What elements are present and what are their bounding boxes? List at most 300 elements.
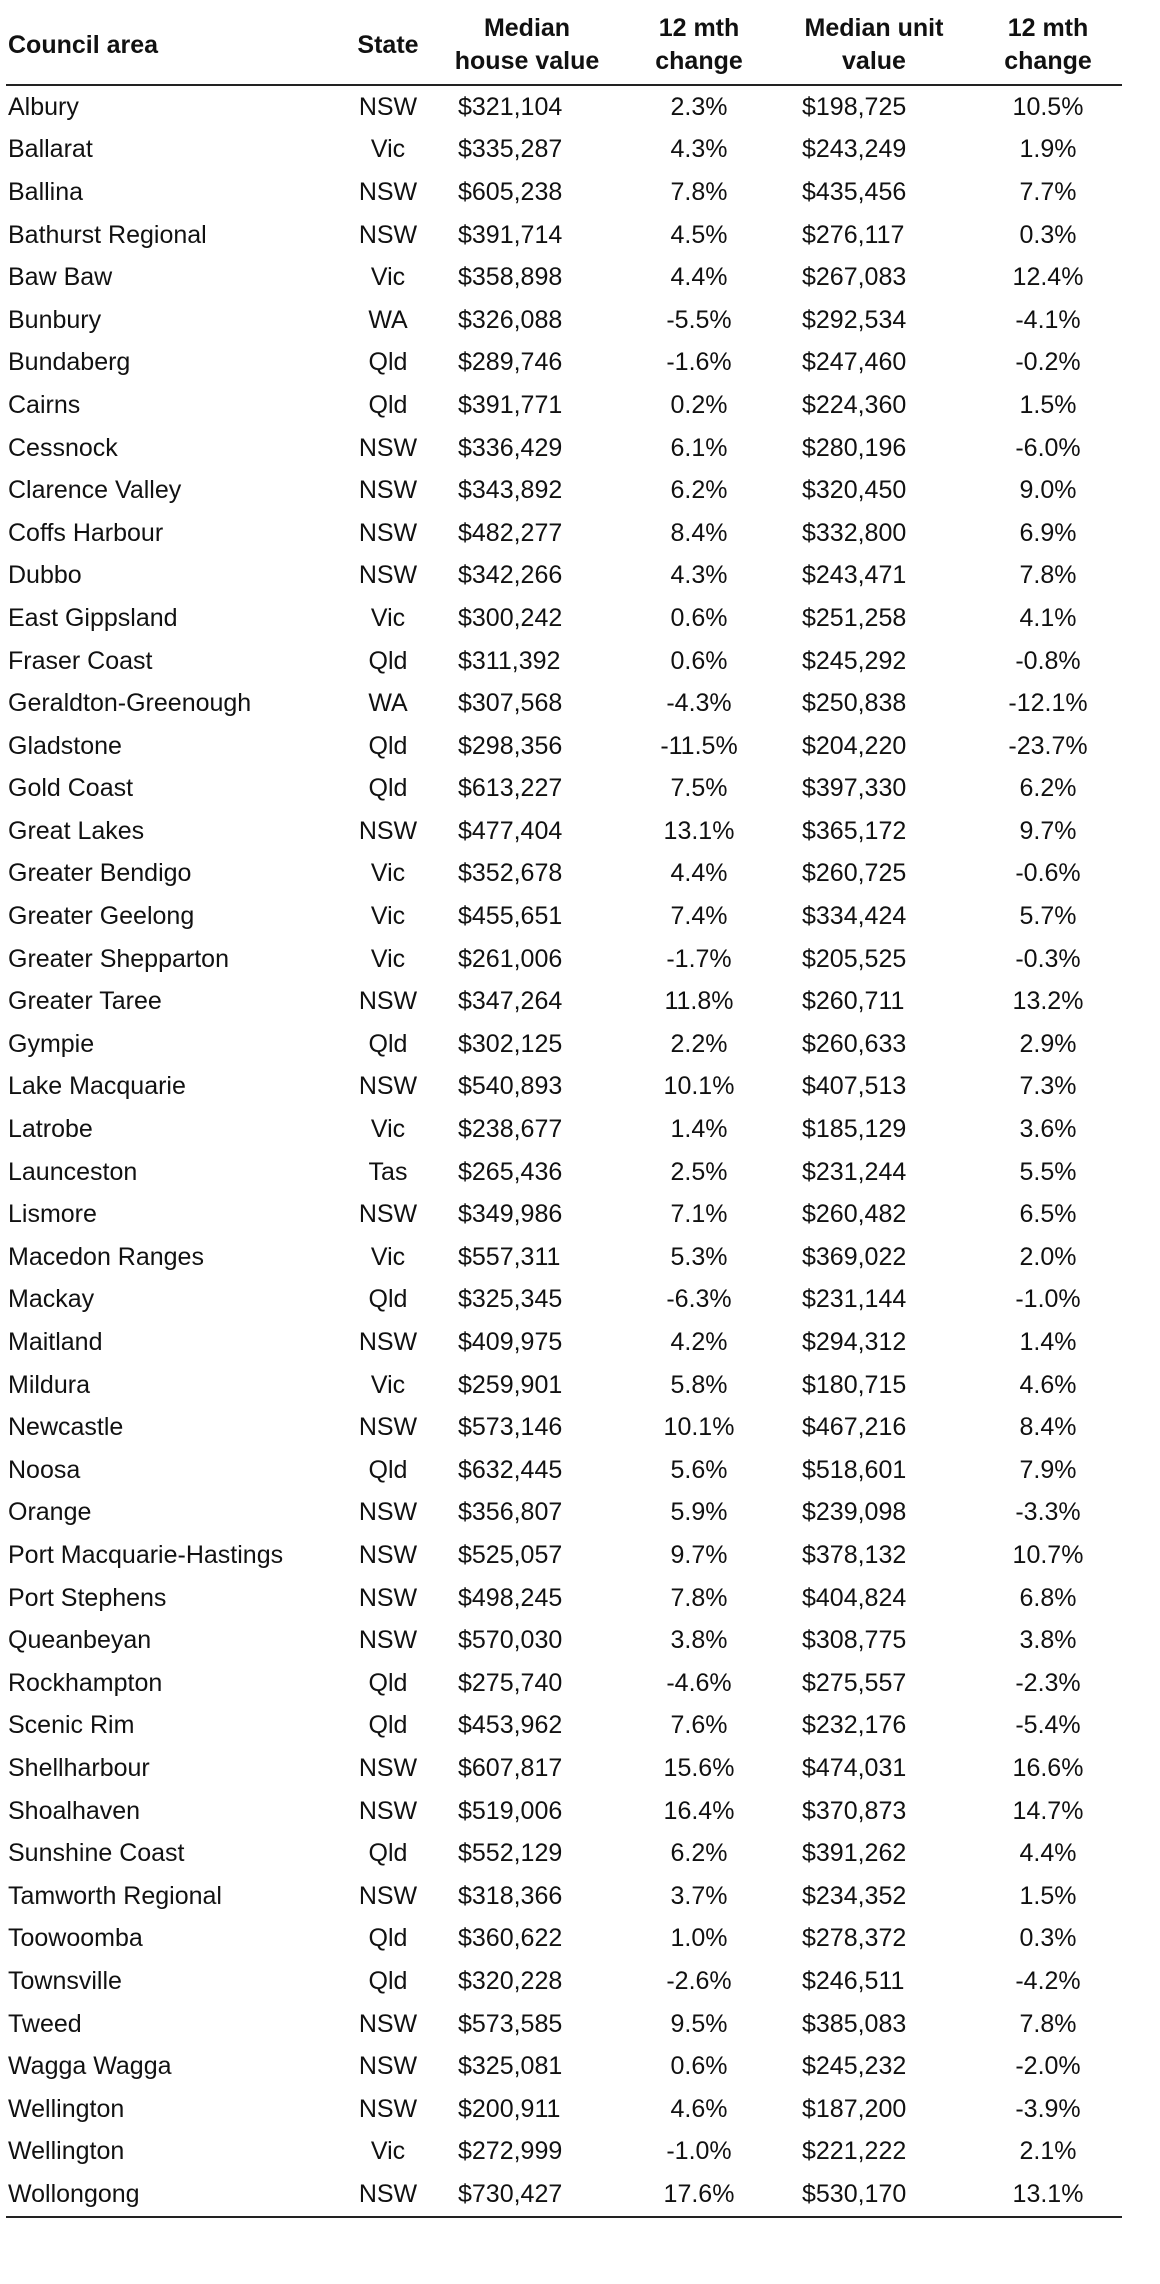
cell-median-unit-value: $292,534 (802, 305, 907, 334)
cell-median-house-value: $347,264 (458, 987, 563, 1016)
cell-median-unit-value: $198,725 (802, 92, 907, 121)
cell-house-change: 4.4% (670, 263, 728, 292)
cell-state: NSW (358, 1200, 418, 1229)
table-row (6, 1492, 1122, 1535)
table-row (6, 1619, 1122, 1662)
table-row (6, 384, 1122, 427)
header-house-change (624, 6, 774, 85)
cell-state: Qld (368, 774, 408, 803)
cell-unit-change: 3.8% (1019, 1626, 1077, 1655)
cell-median-unit-value: $518,601 (802, 1455, 907, 1484)
table-row (6, 469, 1122, 512)
cell-median-house-value: $613,227 (458, 774, 563, 803)
table-row (6, 980, 1122, 1023)
cell-house-change: 5.3% (670, 1242, 728, 1271)
cell-state: NSW (358, 1498, 418, 1527)
cell-council-area: Port Macquarie-Hastings (8, 1540, 284, 1569)
cell-house-change: 5.9% (670, 1498, 728, 1527)
cell-unit-change: 9.7% (1019, 816, 1077, 845)
cell-state: NSW (358, 987, 418, 1016)
table-row (6, 2088, 1122, 2131)
cell-unit-change: 4.1% (1019, 603, 1077, 632)
cell-unit-change: -3.3% (1015, 1498, 1081, 1527)
cell-state: NSW (358, 1072, 418, 1101)
cell-median-unit-value: $221,222 (802, 2137, 907, 2166)
cell-house-change: 7.8% (670, 1583, 728, 1612)
cell-median-unit-value: $397,330 (802, 774, 907, 803)
cell-house-change: 9.7% (670, 1540, 728, 1569)
table-body (6, 85, 1122, 2217)
header-state: State (346, 6, 430, 85)
cell-council-area: Queanbeyan (8, 1626, 152, 1655)
cell-median-unit-value: $278,372 (802, 1924, 907, 1953)
header-unit-change (974, 6, 1122, 85)
cell-unit-change: -2.3% (1015, 1668, 1081, 1697)
cell-council-area: Tamworth Regional (8, 1881, 222, 1910)
cell-unit-change: 7.7% (1019, 177, 1077, 206)
cell-house-change: 4.4% (670, 859, 728, 888)
cell-median-house-value: $343,892 (458, 476, 563, 505)
cell-unit-change: 6.9% (1019, 518, 1077, 547)
cell-unit-change: 1.4% (1019, 1328, 1077, 1357)
table-row (6, 1279, 1122, 1322)
cell-council-area: Bunbury (8, 305, 102, 334)
cell-house-change: 10.1% (663, 1072, 735, 1101)
cell-state: Vic (370, 603, 406, 632)
cell-council-area: Orange (8, 1498, 92, 1527)
table-row (6, 555, 1122, 598)
table-row (6, 1364, 1122, 1407)
cell-council-area: Rockhampton (8, 1668, 163, 1697)
cell-median-unit-value: $204,220 (802, 731, 907, 760)
cell-unit-change: 13.2% (1012, 987, 1084, 1016)
cell-median-house-value: $342,266 (458, 561, 563, 590)
cell-median-house-value: $200,911 (458, 2094, 561, 2123)
cell-median-unit-value: $205,525 (802, 944, 907, 973)
cell-unit-change: 1.5% (1019, 390, 1077, 419)
cell-house-change: 7.6% (670, 1711, 728, 1740)
cell-unit-change: 16.6% (1012, 1753, 1084, 1782)
cell-median-unit-value: $275,557 (802, 1668, 907, 1697)
cell-council-area: Scenic Rim (8, 1711, 135, 1740)
cell-house-change: 4.6% (670, 2094, 728, 2123)
cell-unit-change: 13.1% (974, 2173, 1122, 2217)
cell-median-unit-value: $407,513 (802, 1072, 907, 1101)
table-row (6, 1832, 1122, 1875)
cell-unit-change: 14.7% (1012, 1796, 1084, 1825)
cell-state: NSW (358, 1328, 418, 1357)
table-row (6, 1747, 1122, 1790)
cell-house-change: -6.3% (666, 1285, 732, 1314)
cell-state: NSW (358, 476, 418, 505)
cell-median-house-value: $552,129 (458, 1839, 563, 1868)
cell-median-unit-value: $391,262 (802, 1839, 907, 1868)
table-row (6, 1960, 1122, 2003)
cell-council-area: Wollongong (6, 2173, 346, 2217)
cell-state: Vic (370, 944, 406, 973)
cell-median-house-value: $352,678 (458, 859, 563, 888)
cell-median-house-value: $573,585 (458, 2009, 563, 2038)
cell-house-change: 3.7% (670, 1881, 728, 1910)
cell-council-area: Baw Baw (8, 263, 113, 292)
cell-unit-change: 2.9% (1019, 1029, 1077, 1058)
cell-unit-change: 2.1% (1019, 2137, 1077, 2166)
cell-council-area: Toowoomba (8, 1924, 143, 1953)
cell-median-unit-value: $530,170 (774, 2173, 974, 2217)
cell-council-area: Mackay (8, 1285, 95, 1314)
header-median-unit-value-line1: Median unit (804, 14, 944, 42)
cell-state: Qld (368, 348, 408, 377)
cell-median-house-value: $730,427 (430, 2173, 624, 2217)
cell-state: Vic (370, 2137, 406, 2166)
cell-council-area: Bathurst Regional (8, 220, 207, 249)
cell-median-unit-value: $251,258 (802, 603, 907, 632)
cell-council-area: Launceston (8, 1157, 138, 1186)
cell-median-house-value: $325,081 (458, 2052, 563, 2081)
cell-median-unit-value: $365,172 (802, 816, 907, 845)
cell-median-unit-value: $234,352 (802, 1881, 907, 1910)
cell-median-unit-value: $185,129 (802, 1115, 907, 1144)
header-house-change-line1: 12 mth (658, 14, 740, 42)
cell-median-house-value: $607,817 (458, 1753, 563, 1782)
cell-unit-change: 0.3% (1019, 1924, 1077, 1953)
header-row (6, 6, 1122, 85)
cell-median-unit-value: $308,775 (802, 1626, 907, 1655)
cell-state: NSW (358, 2009, 418, 2038)
cell-median-unit-value: $294,312 (802, 1328, 907, 1357)
cell-unit-change: 7.9% (1019, 1455, 1077, 1484)
cell-median-unit-value: $435,456 (802, 177, 907, 206)
cell-unit-change: 5.5% (1019, 1157, 1077, 1186)
cell-house-change: 7.4% (670, 902, 728, 931)
cell-state: NSW (358, 1540, 418, 1569)
table-row (6, 640, 1122, 683)
cell-unit-change: 12.4% (1012, 263, 1084, 292)
cell-median-house-value: $275,740 (458, 1668, 563, 1697)
table-row (6, 342, 1122, 385)
cell-state: WA (368, 689, 408, 718)
cell-median-house-value: $320,228 (458, 1966, 563, 1995)
cell-council-area: Cessnock (8, 433, 118, 462)
cell-council-area: Greater Shepparton (8, 944, 229, 973)
cell-council-area: Mildura (8, 1370, 90, 1399)
cell-council-area: Wagga Wagga (8, 2052, 172, 2081)
cell-median-house-value: $573,146 (458, 1413, 563, 1442)
table-row (6, 214, 1122, 257)
table-row (6, 2045, 1122, 2088)
cell-house-change: -4.3% (666, 689, 732, 718)
cell-unit-change: 4.6% (1019, 1370, 1077, 1399)
table-row (6, 1534, 1122, 1577)
table-row (6, 1662, 1122, 1705)
cell-unit-change: -4.1% (1015, 305, 1081, 334)
cell-council-area: Sunshine Coast (8, 1839, 185, 1868)
cell-median-house-value: $265,436 (458, 1157, 563, 1186)
cell-state: NSW (358, 220, 418, 249)
cell-median-house-value: $455,651 (458, 902, 563, 931)
cell-council-area: Clarence Valley (8, 476, 182, 505)
cell-house-change: 9.5% (670, 2009, 728, 2038)
cell-council-area: Noosa (8, 1455, 81, 1484)
cell-council-area: Newcastle (8, 1413, 124, 1442)
table-row (6, 1790, 1122, 1833)
cell-house-change: 6.1% (670, 433, 728, 462)
header-unit-change-line2: change (1004, 47, 1092, 75)
cell-state: Qld (368, 1839, 408, 1868)
cell-unit-change: -1.0% (1015, 1285, 1081, 1314)
cell-state: Qld (368, 731, 408, 760)
cell-median-unit-value: $320,450 (802, 476, 907, 505)
cell-council-area: Wellington (8, 2094, 125, 2123)
cell-state: NSW (358, 816, 418, 845)
table-row (6, 129, 1122, 172)
cell-house-change: 4.5% (670, 220, 728, 249)
table-row (6, 1918, 1122, 1961)
cell-unit-change: 6.8% (1019, 1583, 1077, 1612)
cell-state: NSW (358, 1413, 418, 1442)
cell-state: NSW (346, 2173, 430, 2217)
cell-median-house-value: $349,986 (458, 1200, 563, 1229)
cell-house-change: 1.4% (670, 1115, 728, 1144)
cell-state: NSW (358, 1753, 418, 1782)
cell-median-unit-value: $260,711 (802, 987, 905, 1016)
cell-median-house-value: $360,622 (458, 1924, 563, 1953)
cell-house-change: 0.6% (670, 2052, 728, 2081)
cell-median-house-value: $321,104 (458, 92, 563, 121)
cell-median-unit-value: $260,633 (802, 1029, 907, 1058)
cell-median-house-value: $302,125 (458, 1029, 563, 1058)
cell-council-area: Cairns (8, 390, 81, 419)
cell-median-house-value: $289,746 (458, 348, 563, 377)
cell-median-unit-value: $180,715 (802, 1370, 907, 1399)
cell-median-house-value: $358,898 (458, 263, 563, 292)
cell-house-change: -1.0% (666, 2137, 732, 2166)
cell-council-area: Greater Bendigo (8, 859, 192, 888)
cell-council-area: Shoalhaven (8, 1796, 141, 1825)
cell-house-change: 2.2% (670, 1029, 728, 1058)
cell-median-unit-value: $404,824 (802, 1583, 907, 1612)
cell-unit-change: 10.5% (1012, 92, 1084, 121)
cell-council-area: Bundaberg (8, 348, 131, 377)
header-median-unit-value (774, 6, 974, 85)
cell-council-area: East Gippsland (8, 603, 178, 632)
cell-median-house-value: $632,445 (458, 1455, 563, 1484)
cell-unit-change: -0.6% (1015, 859, 1081, 888)
cell-median-unit-value: $378,132 (802, 1540, 907, 1569)
cell-state: Qld (368, 646, 408, 675)
cell-median-house-value: $326,088 (458, 305, 563, 334)
cell-house-change: -1.6% (666, 348, 732, 377)
cell-unit-change: 6.5% (1019, 1200, 1077, 1229)
cell-median-unit-value: $260,725 (802, 859, 907, 888)
table-row (6, 427, 1122, 470)
cell-unit-change: 7.8% (1019, 561, 1077, 590)
cell-house-change: -11.5% (660, 731, 738, 760)
cell-unit-change: -6.0% (1015, 433, 1081, 462)
header-median-house-value-line2: house value (454, 47, 600, 75)
cell-council-area: Latrobe (8, 1115, 93, 1144)
cell-state: Vic (370, 1115, 406, 1144)
cell-median-unit-value: $276,117 (802, 220, 905, 249)
cell-unit-change: 1.5% (1019, 1881, 1077, 1910)
cell-state: NSW (358, 1881, 418, 1910)
cell-house-change: 4.2% (670, 1328, 728, 1357)
cell-council-area: Great Lakes (8, 816, 145, 845)
table-row (6, 85, 1122, 129)
cell-council-area: Port Stephens (8, 1583, 167, 1612)
cell-house-change: 5.8% (670, 1370, 728, 1399)
cell-council-area: Ballina (8, 177, 84, 206)
table-row (6, 1875, 1122, 1918)
cell-median-house-value: $453,962 (458, 1711, 563, 1740)
table-header (6, 6, 1122, 85)
table-row (6, 512, 1122, 555)
table-row (6, 2173, 1122, 2217)
header-house-change-line2: change (655, 47, 743, 75)
cell-council-area: Townsville (8, 1966, 122, 1995)
cell-house-change: 11.8% (664, 987, 734, 1016)
cell-median-house-value: $525,057 (458, 1540, 563, 1569)
cell-house-change: 16.4% (663, 1796, 735, 1825)
cell-median-unit-value: $332,800 (802, 518, 907, 547)
cell-state: Qld (368, 1966, 408, 1995)
cell-state: Qld (368, 1924, 408, 1953)
cell-council-area: Macedon Ranges (8, 1242, 204, 1271)
cell-unit-change: 2.0% (1019, 1242, 1077, 1271)
cell-unit-change: 10.7% (1012, 1540, 1084, 1569)
cell-council-area: Tweed (8, 2009, 82, 2038)
cell-house-change: 6.2% (670, 476, 728, 505)
cell-median-unit-value: $231,244 (802, 1157, 907, 1186)
cell-unit-change: 8.4% (1019, 1413, 1077, 1442)
cell-state: NSW (358, 1583, 418, 1612)
cell-house-change: 7.8% (670, 177, 728, 206)
cell-median-house-value: $409,975 (458, 1328, 563, 1357)
table-row (6, 810, 1122, 853)
cell-state: NSW (358, 177, 418, 206)
cell-median-house-value: $311,392 (458, 646, 561, 675)
cell-council-area: Gold Coast (8, 774, 134, 803)
property-values-table (6, 6, 1122, 2218)
cell-house-change: 15.6% (663, 1753, 735, 1782)
cell-median-unit-value: $245,292 (802, 646, 907, 675)
cell-council-area: Geraldton-Greenough (8, 689, 252, 718)
cell-house-change: 1.0% (670, 1924, 728, 1953)
cell-unit-change: 4.4% (1019, 1839, 1077, 1868)
cell-house-change: 2.3% (670, 92, 728, 121)
cell-council-area: Shellharbour (8, 1753, 150, 1782)
table-row (6, 299, 1122, 342)
cell-median-house-value: $391,714 (458, 220, 563, 249)
cell-state: Vic (370, 1242, 406, 1271)
cell-median-unit-value: $243,249 (802, 135, 907, 164)
cell-state: NSW (358, 561, 418, 590)
cell-median-house-value: $318,366 (458, 1881, 563, 1910)
cell-unit-change: 3.6% (1019, 1115, 1077, 1144)
cell-council-area: Coffs Harbour (8, 518, 164, 547)
table-row (6, 2131, 1122, 2174)
header-median-unit-value-line2: value (842, 47, 906, 75)
cell-state: NSW (358, 1626, 418, 1655)
cell-unit-change: -12.1% (1008, 689, 1088, 718)
cell-house-change: 3.8% (670, 1626, 728, 1655)
cell-council-area: Gympie (8, 1029, 95, 1058)
table-row (6, 1193, 1122, 1236)
cell-house-change: 0.2% (670, 390, 728, 419)
cell-state: Vic (370, 902, 406, 931)
cell-council-area: Lismore (8, 1200, 97, 1229)
cell-median-house-value: $335,287 (458, 135, 563, 164)
cell-house-change: 17.6% (624, 2173, 774, 2217)
cell-state: Qld (368, 1029, 408, 1058)
cell-house-change: 7.5% (670, 774, 728, 803)
cell-house-change: -1.7% (666, 944, 732, 973)
cell-council-area: Fraser Coast (8, 646, 153, 675)
cell-median-house-value: $298,356 (458, 731, 563, 760)
cell-unit-change: -0.3% (1015, 944, 1081, 973)
cell-state: Qld (368, 1285, 408, 1314)
cell-house-change: -5.5% (666, 305, 732, 334)
cell-unit-change: -0.8% (1015, 646, 1081, 675)
header-unit-change-line1: 12 mth (1007, 14, 1089, 42)
cell-median-unit-value: $245,232 (802, 2052, 907, 2081)
cell-state: Vic (370, 263, 406, 292)
cell-house-change: 13.1% (663, 816, 735, 845)
cell-median-unit-value: $232,176 (802, 1711, 907, 1740)
cell-state: NSW (358, 518, 418, 547)
cell-median-house-value: $570,030 (458, 1626, 563, 1655)
cell-unit-change: 5.7% (1019, 902, 1077, 931)
cell-house-change: 0.6% (670, 646, 728, 675)
cell-house-change: 2.5% (670, 1157, 728, 1186)
table-row (6, 1705, 1122, 1748)
table-row (6, 1236, 1122, 1279)
cell-median-unit-value: $243,471 (802, 561, 907, 590)
table-row (6, 1449, 1122, 1492)
cell-council-area: Ballarat (8, 135, 93, 164)
header-median-house-value (430, 6, 624, 85)
cell-state: NSW (358, 433, 418, 462)
cell-median-unit-value: $224,360 (802, 390, 907, 419)
cell-unit-change: -3.9% (1015, 2094, 1081, 2123)
cell-median-unit-value: $246,511 (802, 1966, 905, 1995)
header-council-area: Council area (6, 6, 346, 85)
cell-median-house-value: $336,429 (458, 433, 563, 462)
cell-council-area: Maitland (8, 1328, 103, 1357)
cell-state: NSW (358, 2094, 418, 2123)
table-row (6, 938, 1122, 981)
cell-median-house-value: $540,893 (458, 1072, 563, 1101)
table-row (6, 1023, 1122, 1066)
cell-state: WA (368, 305, 408, 334)
cell-median-unit-value: $250,838 (802, 689, 907, 718)
cell-state: Vic (370, 1370, 406, 1399)
cell-median-house-value: $238,677 (458, 1115, 563, 1144)
cell-median-house-value: $272,999 (458, 2137, 563, 2166)
cell-median-house-value: $605,238 (458, 177, 563, 206)
cell-median-unit-value: $369,022 (802, 1242, 907, 1271)
cell-council-area: Greater Taree (8, 987, 162, 1016)
cell-council-area: Wellington (8, 2137, 125, 2166)
table-row (6, 853, 1122, 896)
cell-state: NSW (358, 1796, 418, 1825)
cell-house-change: 6.2% (670, 1839, 728, 1868)
cell-unit-change: 6.2% (1019, 774, 1077, 803)
table-row (6, 1321, 1122, 1364)
cell-state: Vic (370, 859, 406, 888)
cell-house-change: 4.3% (670, 561, 728, 590)
cell-median-unit-value: $474,031 (802, 1753, 907, 1782)
